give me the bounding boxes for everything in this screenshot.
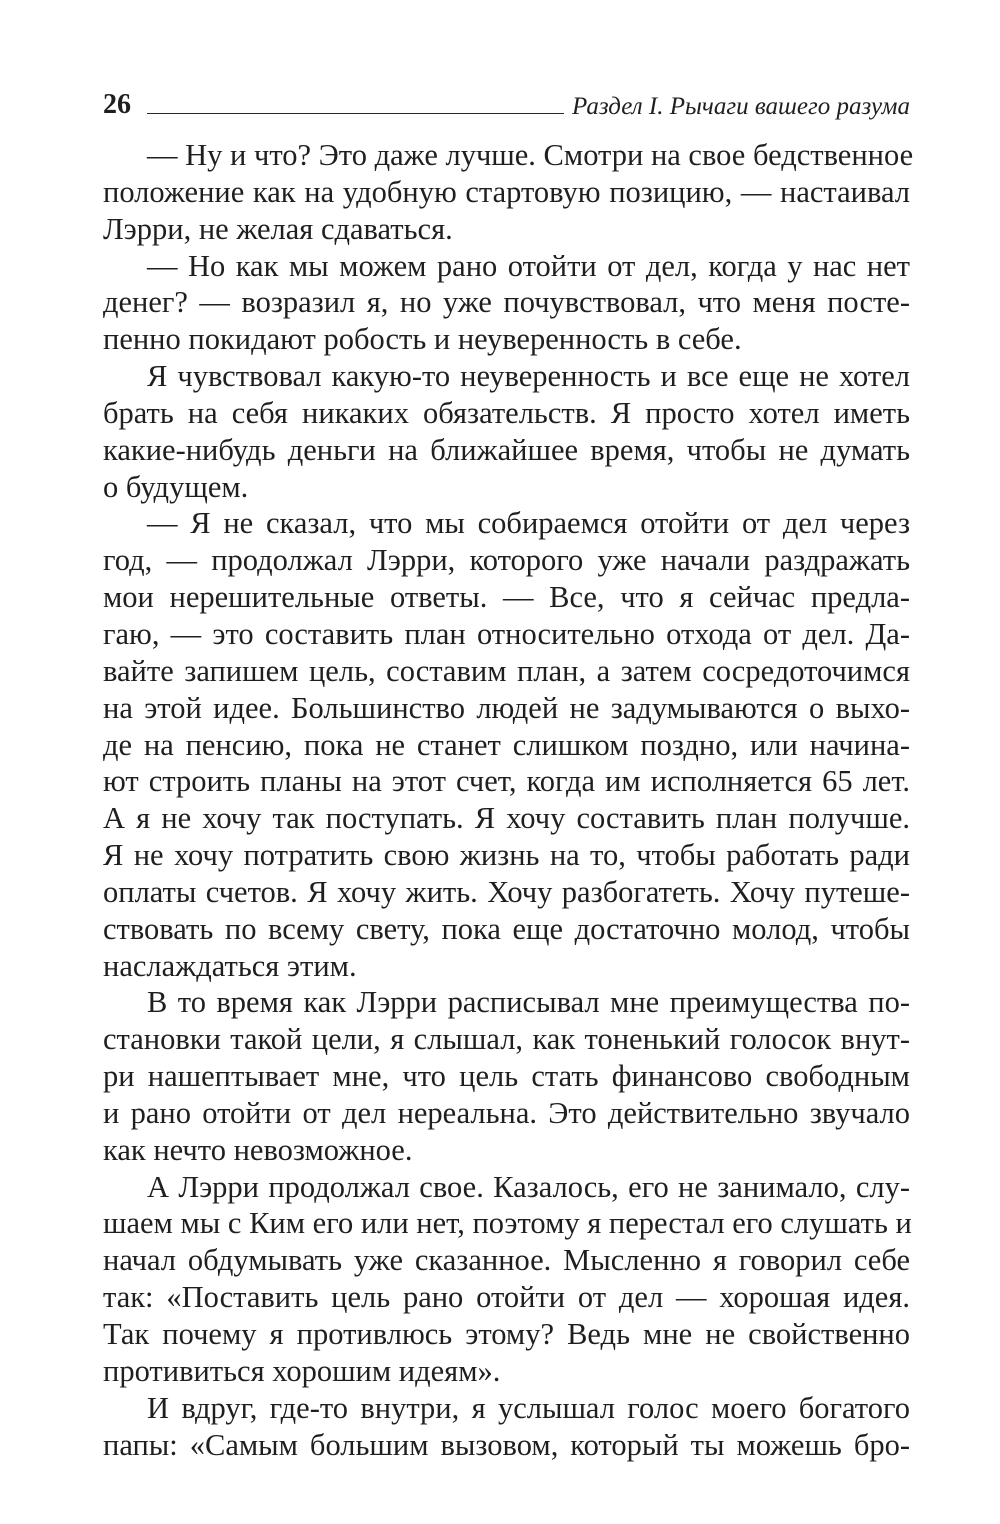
paragraph: [103, 984, 910, 1168]
text-line: — Ну и что? Это даже лучше. Смотри на свое бедственное: [147, 138, 914, 172]
text-line: шаем мы с Ким его или нет, поэтому я перестал его слушать и: [103, 1206, 912, 1241]
text-line: вайте запишем цель, составим план, а затем сосредоточимся: [103, 653, 910, 688]
text-line: становки такой цели, я слышал, как тоненький голосок внут-: [103, 1022, 910, 1057]
text-line: начал обдумывать уже сказанное. Мысленно я говорил себе: [103, 1243, 910, 1278]
text-line: Так почему я противлюсь этому? Ведь мне не свойственно: [103, 1317, 910, 1351]
text-line: как нечто невозможное.: [103, 1132, 413, 1167]
text-line: так: «Поставить цель рано отойти от дел — хорошая идея.: [103, 1280, 910, 1315]
text-line: денег? — возразил я, но уже почувствовал, что меня посте-: [103, 285, 910, 320]
text-line: ют строить планы на этот счет, когда им исполняется 65 лет.: [103, 764, 910, 799]
text-line: — Я не сказал, что мы собираемся отойти от дел через: [147, 506, 910, 541]
text-line: и рано отойти от дел нереальна. Это действительно звучало: [103, 1095, 910, 1130]
text-line: Я не хочу потратить свою жизнь на то, чтобы работать ради: [103, 838, 910, 873]
body-text: [103, 137, 914, 1463]
running-header: [103, 84, 910, 118]
paragraph: [103, 1169, 910, 1390]
header-rule: [147, 113, 564, 114]
paragraph: [103, 358, 910, 505]
text-line: брать на себя никаких обязательств. Я просто хотел иметь: [103, 395, 910, 430]
paragraph: [103, 505, 910, 984]
text-line: наслаждаться этим.: [103, 948, 357, 983]
text-line: пенно покидают робость и неуверенность в себе.: [103, 322, 742, 357]
paragraph: [103, 1390, 910, 1464]
text-line: противиться хорошим идеям».: [103, 1353, 501, 1388]
text-line: — Но как мы можем рано отойти от дел, когда у нас нет: [147, 248, 910, 283]
text-line: де на пенсию, пока не станет слишком поздно, или начина-: [103, 727, 910, 762]
text-line: положение как на удобную стартовую позицию, — настаивал: [103, 174, 910, 209]
text-line: оплаты счетов. Я хочу жить. Хочу разбогатеть. Хочу путеше-: [103, 874, 910, 909]
text-line: В то время как Лэрри расписывал мне преимущества по-: [147, 985, 910, 1020]
paragraph: [103, 137, 914, 248]
text-line: Лэрри, не желая сдаваться.: [103, 211, 453, 246]
text-line: ствовать по всему свету, пока еще достаточно молод, чтобы: [103, 911, 910, 946]
text-line: папы: «Самым большим вызовом, который ты можешь бро-: [103, 1427, 910, 1462]
text-line: И вдруг, где-то внутри, я услышал голос моего богатого: [147, 1390, 910, 1425]
page-number: 26: [103, 89, 131, 120]
section-title: Раздел I. Рычаги вашего разума: [572, 93, 910, 120]
text-line: гаю, — это составить план относительно отхода от дел. Да-: [103, 616, 910, 651]
paragraph: [103, 248, 910, 359]
text-line: год, — продолжал Лэрри, которого уже начали раздражать: [103, 543, 910, 578]
text-line: о будущем.: [103, 469, 249, 504]
text-line: на этой идее. Большинство людей не задумываются о выхо-: [103, 690, 910, 725]
text-line: Я чувствовал какую-то неуверенность и все еще не хотел: [147, 359, 910, 394]
text-line: какие-нибудь деньги на ближайшее время, чтобы не думать: [103, 432, 910, 467]
text-line: А я не хочу так поступать. Я хочу составить план получше.: [103, 801, 910, 836]
text-line: мои нерешительные ответы. — Все, что я сейчас предла-: [103, 580, 910, 615]
text-line: ри нашептывает мне, что цель стать финансово свободным: [103, 1059, 910, 1094]
text-line: А Лэрри продолжал свое. Казалось, его не занимало, слу-: [147, 1169, 910, 1204]
